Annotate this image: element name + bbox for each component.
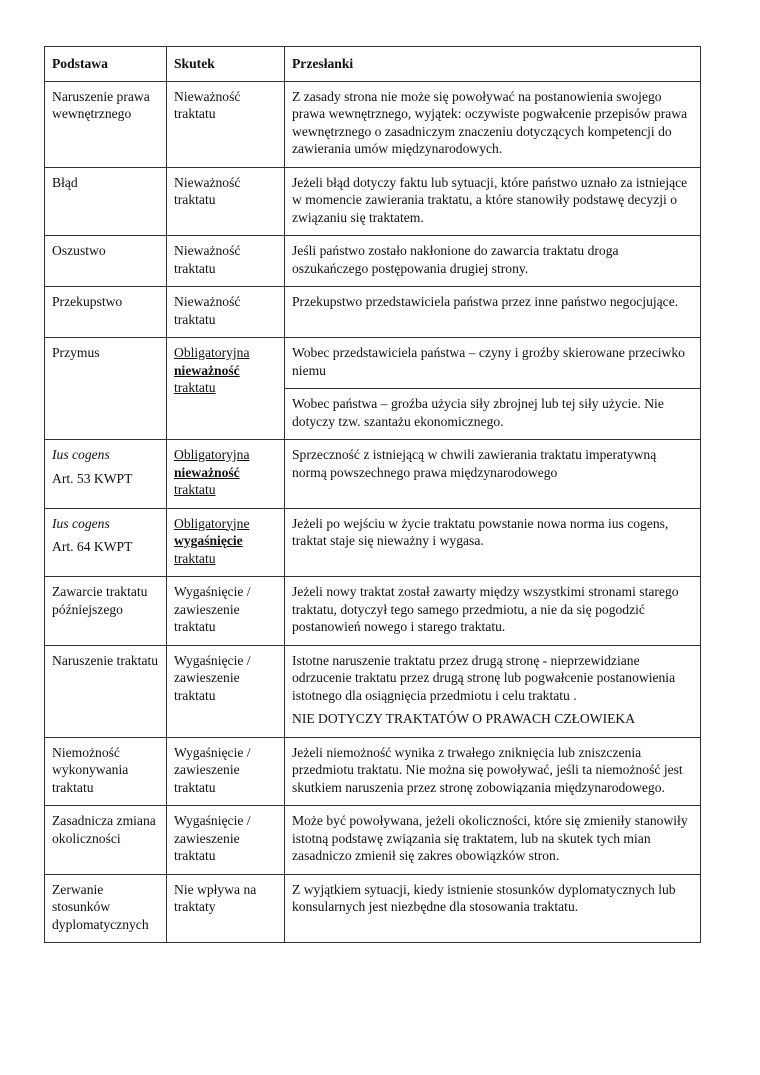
cell-przeslanki: Jeśli państwo zostało nakłonione do zawarcia traktatu droga oszukańczego postępowania drugiej strony.	[285, 236, 701, 287]
header-podstawa: Podstawa	[45, 47, 167, 82]
skutek-line-2: nieważność	[174, 362, 240, 378]
cell-skutek: Nie wpływa na traktaty	[167, 874, 285, 943]
header-skutek: Skutek	[167, 47, 285, 82]
cell-podstawa	[45, 440, 167, 509]
cell-skutek	[167, 440, 285, 509]
table-row	[45, 236, 701, 287]
table-row	[45, 440, 701, 509]
exception-note: NIE DOTYCZY TRAKTATÓW O PRAWACH CZŁOWIEKA	[292, 711, 636, 726]
table-row	[45, 287, 701, 338]
article-reference: Art. 64 KWPT	[52, 539, 133, 554]
podstawa-label: Ius cogens	[52, 515, 110, 531]
skutek-line-2: wygaśnięcie	[174, 533, 243, 548]
cell-przeslanki-b: Wobec państwa – groźba użycia siły zbrojnej lub tej siły użycie. Nie dotyczy tzw. szantażu ekonomicznego.	[285, 389, 701, 440]
cell-podstawa: Naruszenie traktatu	[45, 645, 167, 737]
cell-podstawa: Oszustwo	[45, 236, 167, 287]
cell-podstawa	[45, 508, 167, 577]
table-row	[45, 577, 701, 646]
cell-przeslanki	[285, 645, 701, 737]
cell-podstawa: Niemożność wykonywania traktatu	[45, 737, 167, 806]
cell-skutek: Nieważność traktatu	[167, 81, 285, 167]
table-row	[45, 338, 701, 389]
skutek-line-1: Obligatoryjna	[174, 447, 250, 462]
table-header-row	[45, 47, 701, 82]
cell-skutek: Wygaśnięcie / zawieszenie traktatu	[167, 645, 285, 737]
table-row	[45, 167, 701, 236]
cell-przeslanki: Jeżeli niemożność wynika z trwałego zniknięcia lub zniszczenia przedmiotu traktatu. Nie można się powoływać, jeśli ta niemożność jest skutkiem naruszenia przez stronę zobowiązania międzynarodowego.	[285, 737, 701, 806]
skutek-line-3: traktatu	[174, 482, 216, 497]
cell-przeslanki: Przekupstwo przedstawiciela państwa przez inne państwo negocjujące.	[285, 287, 701, 338]
header-przeslanki: Przesłanki	[285, 47, 701, 82]
skutek-line-1: Obligatoryjne	[174, 515, 250, 531]
cell-skutek: Nieważność traktatu	[167, 236, 285, 287]
cell-przeslanki-a: Wobec przedstawiciela państwa – czyny i groźby skierowane przeciwko niemu	[285, 338, 701, 389]
table-row	[45, 645, 701, 737]
cell-podstawa: Zasadnicza zmiana okoliczności	[45, 806, 167, 875]
cell-przeslanki: Jeżeli po wejściu w życie traktatu powstanie nowa norma ius cogens, traktat staje się nieważny i wygasa.	[285, 508, 701, 577]
cell-przeslanki: Z wyjątkiem sytuacji, kiedy istnienie stosunków dyplomatycznych lub konsularnych jest niezbędne dla stosowania traktatu.	[285, 874, 701, 943]
cell-skutek: Wygaśnięcie / zawieszenie traktatu	[167, 806, 285, 875]
cell-skutek	[167, 338, 285, 440]
table-row	[45, 806, 701, 875]
podstawa-label: Ius cogens	[52, 447, 110, 462]
skutek-line-1: Obligatoryjna	[174, 345, 250, 360]
cell-przeslanki: Z zasady strona nie może się powoływać na postanowienia swojego prawa wewnętrznego, wyjątek: oczywiste pogwałcenie przepisów prawa wewnętrznego o zasadniczym znaczeniu dotyczących kompetencji do zawierania umów międzynarodowych.	[285, 81, 701, 167]
przeslanki-text: Istotne naruszenie traktatu przez drugą stronę - nieprzewidziane odrzucenie traktatu przez drugą stronę lub pogwałcenie postanowienia istotnego dla osiągnięcia przedmiotu i celu traktatu .	[292, 652, 676, 703]
table-row	[45, 737, 701, 806]
cell-podstawa: Zerwanie stosunków dyplomatycznych	[45, 874, 167, 943]
cell-podstawa: Zawarcie traktatu późniejszego	[45, 577, 167, 646]
skutek-line-3: traktatu	[174, 380, 216, 395]
treaty-invalidity-table	[44, 46, 701, 943]
cell-przeslanki: Jeżeli nowy traktat został zawarty między wszystkimi stronami starego traktatu, dotyczył tego samego przedmiotu, a nie da się pogodzić postanowień nowego i starego traktatu.	[285, 577, 701, 646]
article-reference: Art. 53 KWPT	[52, 470, 133, 486]
cell-przeslanki: Sprzeczność z istniejącą w chwili zawierania traktatu imperatywną normą powszechnego prawa międzynarodowego	[285, 440, 701, 509]
cell-skutek: Wygaśnięcie / zawieszenie traktatu	[167, 737, 285, 806]
cell-skutek: Nieważność traktatu	[167, 167, 285, 236]
table-row	[45, 874, 701, 943]
cell-podstawa: Przymus	[45, 338, 167, 440]
skutek-line-3: traktatu	[174, 550, 216, 566]
cell-skutek: Nieważność traktatu	[167, 287, 285, 338]
cell-podstawa: Naruszenie prawa wewnętrznego	[45, 81, 167, 167]
cell-przeslanki: Jeżeli błąd dotyczy faktu lub sytuacji, które państwo uznało za istniejące w momencie zawierania traktatu, a które stanowiły podstawę decyzji o związaniu się traktatem.	[285, 167, 701, 236]
cell-skutek: Wygaśnięcie / zawieszenie traktatu	[167, 577, 285, 646]
skutek-line-2: nieważność	[174, 464, 240, 480]
cell-podstawa: Przekupstwo	[45, 287, 167, 338]
cell-skutek	[167, 508, 285, 577]
cell-przeslanki: Może być powoływana, jeżeli okoliczności, które się zmieniły stanowiły istotną podstawę związania się traktatem, lub na skutek tych mian zasadniczo zmienił się zakres obowiązków stron.	[285, 806, 701, 875]
cell-podstawa: Błąd	[45, 167, 167, 236]
table-row	[45, 81, 701, 167]
table-row	[45, 508, 701, 577]
